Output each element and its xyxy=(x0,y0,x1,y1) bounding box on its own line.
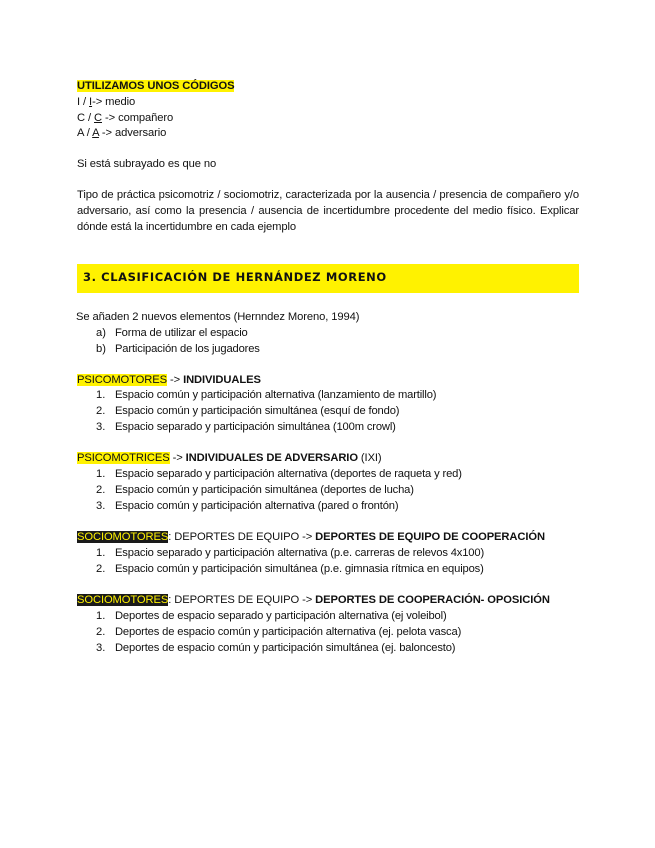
group-heading-psicomotores xyxy=(77,373,261,388)
list-number: 2. xyxy=(96,405,106,417)
group-arrow: : xyxy=(168,594,175,606)
group-tag: PSICOMOTRICES xyxy=(77,452,170,464)
description-paragraph: Tipo de práctica psicomotriz / sociomotriz, caracterizada por la ausencia / presencia de compañero y/o adversario, así como la presencia / ausencia de incertidumbre procedente del medio físico. Explicar dónde está la incertidumbre en cada ejemplo xyxy=(77,189,579,233)
list-number: 2. xyxy=(96,563,106,575)
group-arrow: -> xyxy=(166,374,184,386)
list-number: 1. xyxy=(96,610,106,622)
group-category: DEPORTES DE EQUIPO DE COOPERACIÓN xyxy=(315,531,545,543)
group-heading-sociomotores-cooperacion xyxy=(77,530,545,545)
code-prefix: A / xyxy=(77,127,93,139)
group-arrow: : xyxy=(168,531,175,543)
section-heading: 3. CLASIFICACIÓN DE HERNÁNDEZ MORENO xyxy=(83,270,387,284)
code-underlined-symbol: C xyxy=(94,112,102,124)
list-item: Deportes de espacio común y participación alternativa (ej. pelota vasca) xyxy=(115,626,462,638)
list-number: 1. xyxy=(96,389,106,401)
code-prefix: I / xyxy=(77,96,90,108)
list-number: 1. xyxy=(96,547,106,559)
list-item: Espacio común y participación simultánea (deportes de lucha) xyxy=(115,484,414,496)
group-tag: SOCIOMOTORES xyxy=(77,594,169,606)
code-underlined-symbol: I xyxy=(89,96,93,108)
list-marker: b) xyxy=(96,343,106,355)
group-tag: PSICOMOTORES xyxy=(77,374,167,386)
group-category: INDIVIDUALES xyxy=(183,374,261,386)
group-heading-psicomotrices xyxy=(77,451,382,466)
section-intro: Se añaden 2 nuevos elementos (Hernndez Moreno, 1994) xyxy=(76,311,360,323)
list-item: Deportes de espacio separado y participación alternativa (ej voleibol) xyxy=(115,610,447,622)
list-marker: a) xyxy=(96,327,106,339)
list-item: Espacio separado y participación alternativa (deportes de raqueta y red) xyxy=(115,468,462,480)
list-number: 3. xyxy=(96,642,106,654)
group-category: DEPORTES DE COOPERACIÓN- OPOSICIÓN xyxy=(315,594,550,606)
code-meaning: -> compañero xyxy=(102,112,174,124)
group-tag: SOCIOMOTORES xyxy=(77,531,169,543)
group-arrow: -> xyxy=(169,452,186,464)
list-number: 1. xyxy=(96,468,106,480)
list-item: Participación de los jugadores xyxy=(115,343,260,355)
list-number: 2. xyxy=(96,626,106,638)
code-row-adversario xyxy=(77,126,166,141)
group-heading-sociomotores-oposicion xyxy=(77,593,550,608)
codes-title-text: UTILIZAMOS UNOS CÓDIGOS xyxy=(77,80,235,92)
list-number: 2. xyxy=(96,484,106,496)
list-item: Espacio separado y participación alternativa (p.e. carreras de relevos 4x100) xyxy=(115,547,485,559)
codes-note: Si está subrayado es que no xyxy=(77,158,217,170)
code-meaning: -> adversario xyxy=(98,127,167,139)
list-item: Forma de utilizar el espacio xyxy=(115,327,248,339)
list-number: 3. xyxy=(96,500,106,512)
list-item: Deportes de espacio común y participación simultánea (ej. baloncesto) xyxy=(115,642,456,654)
list-item: Espacio común y participación simultánea (esquí de fondo) xyxy=(115,405,400,417)
codes-title xyxy=(77,79,234,94)
list-number: 3. xyxy=(96,421,106,433)
code-underlined-symbol: A xyxy=(92,127,99,139)
list-item: Espacio separado y participación simultánea (100m crowl) xyxy=(115,421,396,433)
code-row-companero xyxy=(77,111,173,126)
list-item: Espacio común y participación alternativa (pared o frontón) xyxy=(115,500,399,512)
section-heading-banner xyxy=(77,264,579,293)
code-row-medio xyxy=(77,95,135,110)
code-meaning: -> medio xyxy=(92,96,136,108)
code-prefix: C / xyxy=(77,112,95,124)
list-item: Espacio común y participación simultánea (p.e. gimnasia rítmica en equipos) xyxy=(115,563,484,575)
group-category: INDIVIDUALES DE ADVERSARIO xyxy=(185,452,358,464)
group-plain: DEPORTES DE EQUIPO -> xyxy=(174,594,316,606)
list-item: Espacio común y participación alternativa (lanzamiento de martillo) xyxy=(115,389,437,401)
group-suffix: (IXI) xyxy=(357,452,382,464)
group-plain: DEPORTES DE EQUIPO -> xyxy=(174,531,316,543)
